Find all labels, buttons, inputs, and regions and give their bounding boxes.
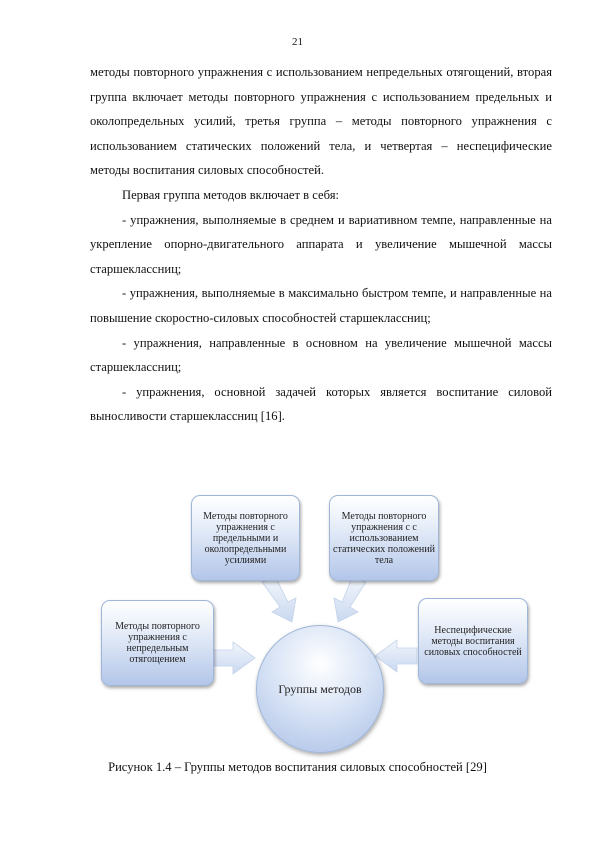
- page-number: 21: [292, 36, 303, 48]
- body-text: [90, 60, 552, 429]
- arrow-left: [213, 642, 255, 674]
- paragraph: методы повторного упражнения с использованием непредельных отягощений, вторая группа включает методы повторного упражнения с использованием предельных и околопредельных усилий, третья группа – методы повторного упражнения с использованием статических положений тела, и четвертая – неспецифические методы воспитания силовых способностей.: [90, 65, 552, 178]
- arrow-right: [375, 640, 417, 672]
- node-static-positions: Методы повторного упражнения с с использованием статических положений тела: [329, 495, 439, 581]
- paragraph: - упражнения, выполняемые в среднем и вариативном темпе, направленные на укрепление опорно-двигательного аппарата и увеличение мышечной массы старшеклассниц;: [90, 212, 552, 276]
- figure-caption: Рисунок 1.4 – Группы методов воспитания силовых способностей [29]: [108, 760, 487, 774]
- node-maximal-efforts: Методы повторного упражнения с предельными и околопредельными усилиями: [191, 495, 300, 581]
- node-nonspecific-methods: Неспецифические методы воспитания силовых способностей: [418, 598, 528, 684]
- arrow-top-right: [334, 578, 366, 622]
- methods-diagram: [95, 490, 540, 752]
- node-method-groups: Группы методов: [256, 625, 384, 753]
- arrow-top-left: [262, 578, 296, 622]
- node-non-maximal-weights: Методы повторного упражнения с непредельным отягощением: [101, 600, 214, 686]
- paragraph: - упражнения, выполняемые в максимально быстром темпе, и направленные на повышение скоростно-силовых способностей старшеклассниц;: [90, 286, 552, 325]
- paragraph: - упражнения, основной задачей которых является воспитание силовой выносливости старшеклассниц [16].: [90, 384, 552, 424]
- paragraph: - упражнения, направленные в основном на увеличение мышечной массы старшеклассниц;: [90, 335, 552, 375]
- paragraph: Первая группа методов включает в себя:: [122, 187, 339, 202]
